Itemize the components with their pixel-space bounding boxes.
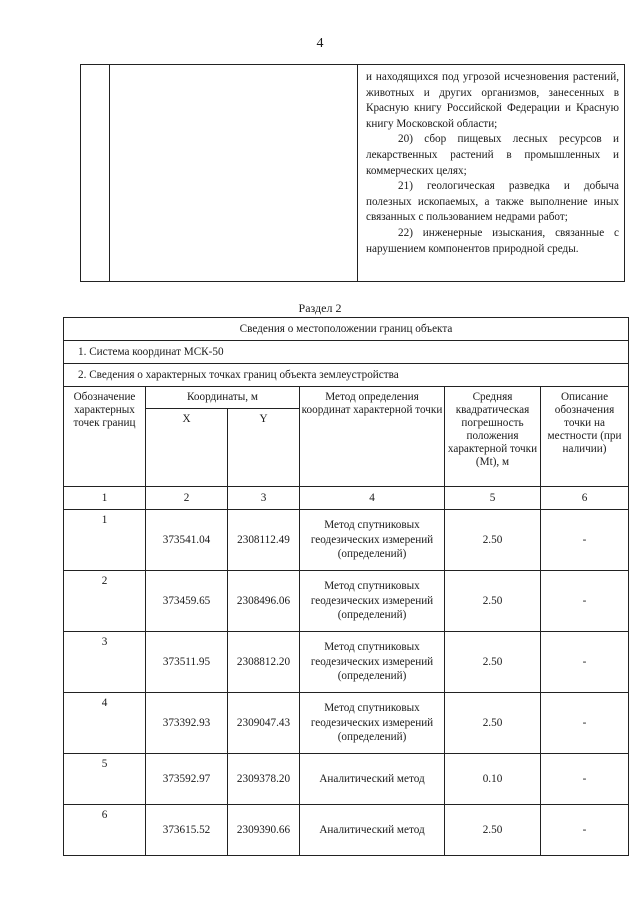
description: - (541, 571, 629, 632)
description: - (541, 510, 629, 571)
method: Метод спутниковых геодезических измерений (определений) (300, 632, 445, 693)
coord-y: 2308112.49 (228, 510, 300, 571)
coord-x: 373392.93 (146, 693, 228, 754)
table-row (64, 571, 629, 632)
coord-system: 1. Система координат МСК-50 (64, 341, 629, 364)
header-coords: Координаты, м (146, 387, 300, 409)
boundary-points-table (63, 317, 629, 856)
col-number: 5 (445, 487, 541, 510)
paragraph: 21) геологическая разведка и добыча полезных ископаемых, а также выполнение иных связанных с пользованием недрами работ; (366, 180, 619, 224)
point-id: 6 (64, 805, 146, 856)
table-row (64, 510, 629, 571)
coord-y: 2309047.43 (228, 693, 300, 754)
coord-x: 373592.97 (146, 754, 228, 805)
table-title: Сведения о местоположении границ объекта (64, 318, 629, 341)
table-row (64, 632, 629, 693)
col-number: 2 (146, 487, 228, 510)
point-id: 3 (64, 632, 146, 693)
method: Метод спутниковых геодезических измерений (определений) (300, 510, 445, 571)
col-number: 3 (228, 487, 300, 510)
header-point: Обозначение характерных точек границ (64, 387, 146, 487)
coord-x: 373615.52 (146, 805, 228, 856)
accuracy: 2.50 (445, 805, 541, 856)
coord-y: 2309390.66 (228, 805, 300, 856)
coord-y: 2308496.06 (228, 571, 300, 632)
point-id: 4 (64, 693, 146, 754)
coord-y: 2308812.20 (228, 632, 300, 693)
accuracy: 2.50 (445, 571, 541, 632)
method: Аналитический метод (300, 754, 445, 805)
continuation-col-name (109, 65, 358, 281)
continuation-table (80, 64, 625, 282)
section-title: Раздел 2 (298, 301, 342, 315)
table-row (64, 805, 629, 856)
paragraph: 20) сбор пищевых лесных ресурсов и лекарственных растений в промышленных и коммерческих целях; (366, 133, 619, 177)
description: - (541, 805, 629, 856)
description: - (541, 693, 629, 754)
coord-x: 373541.04 (146, 510, 228, 571)
method: Аналитический метод (300, 805, 445, 856)
method: Метод спутниковых геодезических измерений (определений) (300, 693, 445, 754)
paragraph: 22) инженерные изыскания, связанные с нарушением компонентов природной среды. (366, 226, 619, 255)
col-number: 6 (541, 487, 629, 510)
header-accuracy: Средняя квадратическая погрешность положения характерной точки (Mt), м (445, 387, 541, 487)
accuracy: 2.50 (445, 632, 541, 693)
table-row (64, 754, 629, 805)
coord-x: 373459.65 (146, 571, 228, 632)
accuracy: 2.50 (445, 693, 541, 754)
points-title: 2. Сведения о характерных точках границ объекта землеустройства (64, 364, 629, 387)
point-id: 1 (64, 510, 146, 571)
description: - (541, 754, 629, 805)
method: Метод спутниковых геодезических измерений (определений) (300, 571, 445, 632)
description: - (541, 632, 629, 693)
point-id: 2 (64, 571, 146, 632)
accuracy: 0.10 (445, 754, 541, 805)
point-id: 5 (64, 754, 146, 805)
continuation-col-number (81, 65, 110, 281)
accuracy: 2.50 (445, 510, 541, 571)
header-x: X (146, 409, 228, 487)
coord-y: 2309378.20 (228, 754, 300, 805)
continuation-text (366, 70, 619, 257)
header-y: Y (228, 409, 300, 487)
col-number: 1 (64, 487, 146, 510)
table-row (64, 693, 629, 754)
paragraph: и находящихся под угрозой исчезновения растений, животных и других организмов, занесенных в Красную книгу Российской Федерации и Красную книгу Московской области; (366, 71, 619, 130)
col-number: 4 (300, 487, 445, 510)
header-description: Описание обозначения точки на местности (при наличии) (541, 387, 629, 487)
header-method: Метод определения координат характерной точки (300, 387, 445, 487)
coord-x: 373511.95 (146, 632, 228, 693)
page-number: 4 (316, 36, 324, 51)
